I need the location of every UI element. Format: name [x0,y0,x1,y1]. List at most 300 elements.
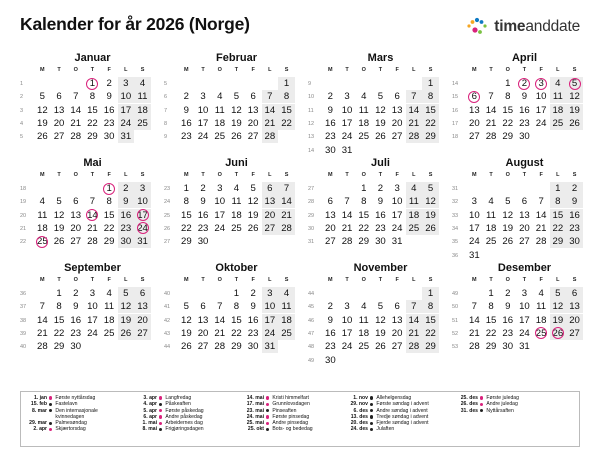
calendar-day: 26 [375,131,386,143]
calendar-day: 27 [391,131,403,143]
calendar-day: 20 [391,327,403,339]
calendar-day: 18 [406,209,423,222]
month-oktober [164,262,294,362]
weekday-label: F [395,277,399,283]
timeanddate-logo[interactable] [466,17,580,37]
weekday-label: T [489,277,493,283]
calendar-day: 1 [278,77,295,90]
legend-column [458,395,566,414]
calendar-day: 4 [550,77,567,90]
calendar-day: 29 [422,340,439,353]
calendar-day: 17 [214,209,226,221]
week-number: 15 [452,94,459,101]
calendar-day: 11 [406,195,423,208]
legend-item [27,426,135,432]
weekday-label: M [472,172,477,178]
calendar-day: 22 [422,117,439,130]
calendar-day: 5 [377,91,384,103]
calendar-day: 29 [502,131,514,143]
calendar-day: 29 [53,341,65,353]
legend-holiday-name: Frigjøringsdagen [165,426,204,433]
calendar-day: 26 [422,222,439,235]
calendar-day: 2 [505,288,511,299]
calendar-day: 7 [406,300,423,313]
calendar-day: 3 [471,196,478,208]
legend-date: 1. mai [142,420,157,427]
calendar-day: 14 [406,104,423,117]
weekday-label: O [217,277,222,283]
weekday-label: F [251,277,255,283]
calendar-day: 22 [181,222,192,234]
calendar-day: 25 [358,131,370,143]
calendar-day: 20 [469,117,480,129]
calendar-day: 15 [278,104,295,117]
legend-holiday-name: Palmesøndag [55,420,87,427]
calendar-day: 17 [469,222,480,234]
legend-date: 24. des [350,426,368,433]
holiday-circle-icon [535,78,547,90]
legend-holiday-name: Første juledag [486,395,519,401]
weekday-label: O [73,277,78,283]
weekday-label: L [268,67,272,73]
dot-icon [266,428,269,431]
legend-holiday-name: Den internasjonale [55,407,98,414]
calendar-day: 11 [358,104,369,116]
calendar-day: 19 [118,314,135,327]
legend-date: 6. des [353,407,368,414]
calendar-day: 5 [505,196,511,208]
weekday-label: S [428,172,433,178]
calendar-day: 9 [106,91,112,103]
calendar-day: 6 [56,91,62,103]
calendar-day: 2 [327,91,334,103]
calendar-day: 9 [521,91,528,103]
calendar-day: 8 [106,196,112,208]
calendar-day: 26 [566,117,583,130]
week-number: 14 [452,81,459,87]
calendar-day: 10 [134,195,151,208]
calendar-day: 7 [217,301,223,313]
week-number: 20 [20,212,27,219]
calendar-day: 21 [406,117,423,130]
legend-date: 29. mar [29,420,47,427]
calendar-day: 28 [278,222,295,235]
red-dot-icon [49,396,52,399]
calendar-day: 28 [535,236,547,248]
calendar-day: 13 [325,209,336,221]
calendar-day: 27 [469,131,480,143]
calendar-day: 9 [327,314,334,326]
calendar-day: 23 [325,131,336,143]
calendar-day: 30 [375,236,386,248]
calendar-day: 18 [358,117,370,129]
month-name: Oktober [215,262,258,274]
legend-holiday-name: Fastelavn [55,401,78,408]
calendar-day: 4 [233,183,240,194]
calendar-day: 30 [103,131,115,143]
calendar-day: 22 [87,117,98,129]
red-dot-icon [480,403,483,406]
calendar-day: 11 [486,209,497,221]
weekday-label: M [40,277,45,283]
legend-holiday-name: Tredje søndag i advent [376,413,429,420]
weekday-label: F [107,67,111,73]
calendar-day: 25 [214,131,226,143]
legend-date: 14. mai [246,395,264,401]
weekday-label: T [522,67,527,73]
calendar-day: 31 [118,130,135,143]
calendar-day: 30 [325,144,336,156]
calendar-day: 12 [37,104,48,116]
calendar-day: 16 [70,314,82,326]
legend-holiday-name: Kristi himmelfart [272,395,309,401]
calendar-day: 5 [550,287,567,300]
calendar-day: 5 [56,196,62,208]
week-number: 45 [308,304,315,311]
calendar-day: 11 [214,104,225,116]
calendar-day: 16 [325,327,336,339]
calendar-day: 11 [550,90,567,103]
calendar-day: 20 [519,222,530,234]
calendar-day: 6 [134,287,151,300]
calendar-day: 16 [247,314,259,326]
calendar-day: 10 [391,196,403,208]
calendar-day: 3 [344,91,350,103]
calendar-day: 16 [325,117,336,129]
calendar-day: 5 [233,91,240,103]
calendar-day: 22 [278,117,295,130]
calendar-day: 13 [391,314,403,326]
calendar-day: 6 [394,91,400,103]
calendar-day: 16 [118,209,135,222]
weekday-label: T [345,277,349,283]
week-number: 52 [452,330,459,337]
calendar-day: 15 [485,314,497,326]
weekday-label: T [234,277,239,283]
calendar-day: 25 [358,341,370,353]
week-number: 3 [20,107,24,114]
week-number: 9 [308,81,312,87]
calendar-day: 9 [200,196,206,208]
calendar-day: 2 [250,288,256,299]
calendar-day: 15 [181,209,192,221]
calendar-day: 12 [422,195,439,208]
calendar-day: 31 [262,340,279,353]
calendar-day: 13 [566,300,583,313]
calendar-day: 23 [70,327,82,339]
calendar-day: 8 [183,196,190,208]
week-number: 41 [164,304,171,311]
calendar-day: 30 [118,235,135,248]
calendar-day: 14 [37,314,48,326]
month-desember [452,262,582,362]
weekday-label: F [539,172,543,178]
calendar-day: 4 [217,91,223,103]
calendar-day: 27 [566,327,583,340]
calendar-day: 8 [505,91,511,103]
weekday-label: O [217,67,222,73]
calendar-day: 20 [53,117,65,129]
calendar-day: 10 [262,300,279,313]
calendar-day: 17 [87,314,98,326]
calendar-day: 12 [566,90,583,103]
weekday-label: T [57,67,61,73]
weekday-label: T [234,172,239,178]
calendar-day: 14 [485,104,497,116]
month-mai [20,157,150,257]
calendar-day: 21 [70,117,82,129]
weekday-label: F [107,172,111,178]
calendar-day: 1 [422,287,439,300]
calendar-day: 3 [521,288,528,299]
month-name: Januar [74,52,111,64]
weekday-label: M [40,172,45,178]
week-number: 49 [452,291,459,297]
legend-date: 24. mai [246,413,264,420]
weekday-label: T [489,172,493,178]
calendar-day: 28 [406,130,423,143]
calendar-day: 9 [250,301,256,313]
calendar-day: 8 [233,301,240,313]
calendar-day: 25 [550,117,567,130]
weekday-label: F [539,67,543,73]
calendar-day: 18 [231,209,242,221]
calendar-day: 4 [39,196,46,208]
legend-date: 23. mai [246,407,264,414]
calendar-day: 4 [538,288,544,299]
calendar-day: 5 [250,183,256,194]
calendar-day: 10 [197,104,209,116]
holiday-circle-icon [103,183,115,195]
weekday-label: T [378,277,383,283]
weekday-header [34,172,151,180]
calendar-day: 7 [406,90,423,103]
legend-holiday-name: Første søndag i advent [376,401,429,408]
legend-date: 25. des [460,395,478,401]
calendar-day: 28 [406,340,423,353]
calendar-day: 21 [262,117,279,130]
calendar-day: 11 [104,301,115,313]
calendar-day: 1 [505,78,511,89]
legend-holiday-name: kvinnedagen [55,413,85,420]
calendar-day: 1 [488,288,494,299]
calendar-day: 30 [70,341,82,353]
calendar-day: 31 [469,249,480,261]
calendar-day: 24 [341,131,353,143]
calendar-day: 2 [521,78,528,89]
legend-holiday-name: Pinseaften [272,407,297,414]
week-number: 21 [20,225,27,232]
calendar-day: 21 [485,117,497,129]
calendar-day: 7 [471,301,478,313]
calendar-day: 24 [535,117,547,129]
calendar-day: 4 [134,77,151,90]
weekday-label: M [184,277,189,283]
calendar-day: 31 [134,235,151,248]
calendar-day: 5 [422,182,439,195]
calendar-day: 21 [214,327,226,339]
week-number: 50 [452,304,459,311]
month-august [452,157,582,261]
calendar-day: 27 [247,131,259,143]
legend-holiday-name: Påskeaften [165,401,191,408]
calendar-day: 28 [214,341,226,353]
legend-date: 8. mar [31,407,47,414]
legend-date: 2. apr [33,426,47,433]
legend-holiday-name: Arbeidernes dag [165,420,203,427]
week-number: 23 [164,186,171,192]
red-dot-icon [480,396,483,399]
month-name: Mars [367,52,394,64]
calendar-day: 29 [422,130,439,143]
calendar-day: 27 [391,341,403,353]
legend-holiday-name: Andre påskedag [165,413,203,420]
calendar-day: 23 [103,117,115,129]
calendar-day: 8 [422,300,439,313]
week-number: 29 [308,212,315,219]
calendar-day: 5 [118,287,135,300]
calendar-day: 5 [39,91,46,103]
legend-date: 1. jan [33,395,47,401]
calendar-day: 12 [231,104,242,116]
calendar-day: 3 [538,78,544,89]
legend-holiday-name: Langfredag [165,395,192,401]
week-number: 8 [164,120,168,127]
weekday-header [34,67,151,75]
weekday-header [322,172,439,180]
calendar-day: 24 [197,131,209,143]
calendar-day: 16 [502,314,514,326]
calendar-day: 14 [341,209,353,221]
week-number: 33 [452,212,459,219]
weekday-label: O [217,172,222,178]
weekday-label: T [57,277,61,283]
weekday-label: O [361,67,366,73]
calendar-day: 29 [181,236,192,248]
weekday-header [322,67,439,75]
calendar-day: 19 [550,314,567,327]
month-name: Februar [216,52,257,64]
calendar-day: 26 [375,341,386,353]
logo-text-regular: anddate [525,18,580,35]
calendar-day: 20 [391,117,403,129]
calendar-day: 7 [488,91,494,103]
calendar-day: 4 [488,196,494,208]
week-number: 43 [164,330,171,337]
calendar-day: 18 [278,314,295,327]
month-name: Desember [497,262,552,274]
weekday-label: M [184,67,189,73]
calendar-day: 13 [262,195,279,208]
timeanddate-dots-icon [466,17,492,37]
calendar-day: 11 [278,300,295,313]
weekday-label: T [345,172,349,178]
calendar-day: 16 [375,209,386,221]
calendar-day: 25 [134,117,151,130]
legend-date: 25. mai [246,420,264,427]
calendar-day: 27 [197,341,209,353]
calendar-day: 28 [87,236,98,248]
calendar-day: 9 [118,195,135,208]
dot-icon [49,403,52,406]
calendar-day: 31 [519,341,530,353]
calendar-day: 18 [37,222,48,234]
dot-icon [159,428,162,431]
calendar-day: 12 [375,314,386,326]
calendar-day: 6 [521,196,528,208]
calendar-day: 2 [183,91,190,103]
calendar-day: 10 [341,314,353,326]
calendar-day: 25 [535,327,547,339]
weekday-label: O [73,172,78,178]
calendar-day: 20 [134,314,151,327]
calendar-day: 13 [53,104,65,116]
calendar-day: 24 [262,327,279,340]
calendar-day: 1 [183,183,190,194]
legend-date: 6. apr [143,413,157,420]
month-januar [20,52,150,152]
holiday-circle-icon [569,78,581,90]
calendar-day: 3 [134,182,151,195]
week-number: 53 [452,344,459,351]
holiday-circle-icon [518,78,530,90]
calendar-day: 7 [344,196,350,208]
legend-date: 15. feb [30,401,47,408]
week-number: 36 [452,252,459,259]
weekday-header [34,277,151,285]
calendar-day: 27 [53,131,65,143]
dot-icon [159,403,162,406]
weekday-label: F [395,172,399,178]
month-september [20,262,150,362]
calendar-day: 12 [118,300,135,313]
week-number: 47 [308,330,315,337]
calendar-day: 11 [358,314,369,326]
calendar-day: 14 [535,209,547,221]
calendar-day: 5 [183,301,190,313]
calendar-day: 16 [197,209,209,221]
week-number: 28 [308,199,315,206]
month-juli [308,157,438,257]
week-number: 19 [20,199,27,206]
legend-item [244,426,352,432]
calendar-day: 22 [422,327,439,340]
calendar-day: 21 [278,209,295,222]
calendar-day: 3 [262,287,279,300]
calendar-day: 3 [344,301,350,313]
weekday-label: T [522,277,527,283]
legend-date: 13. des [350,413,368,420]
calendar-day: 12 [53,209,65,221]
calendar-day: 12 [550,300,567,313]
weekday-label: T [90,67,95,73]
weekday-label: T [522,172,527,178]
calendar-day: 27 [519,236,530,248]
calendar-day: 15 [87,104,98,116]
calendar-day: 28 [341,236,353,248]
calendar-day: 12 [502,209,514,221]
calendar-day: 7 [39,301,46,313]
month-name: August [505,157,544,169]
calendar-day: 1 [56,288,62,299]
calendar-day: 29 [231,341,242,353]
week-number: 10 [308,94,315,101]
calendar-day: 23 [519,117,530,129]
calendar-day: 20 [325,222,336,234]
dot-icon [370,422,373,425]
calendar-day: 31 [391,236,403,248]
weekday-label: M [40,67,45,73]
